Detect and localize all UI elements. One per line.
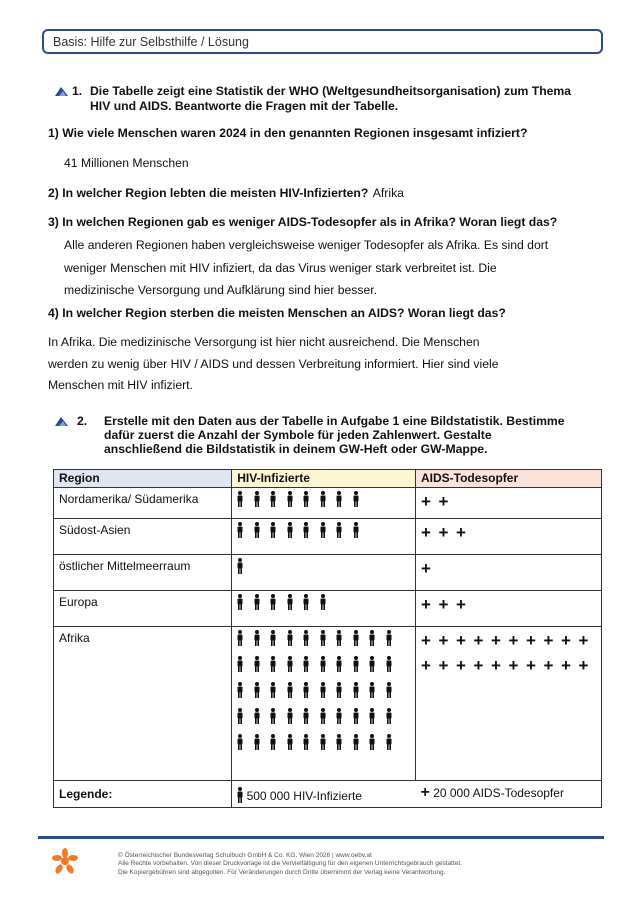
cross-icon: + bbox=[438, 656, 449, 675]
person-icon bbox=[303, 491, 309, 507]
cross-icon: + bbox=[508, 656, 519, 675]
person-icon bbox=[369, 734, 375, 750]
footer-copyright bbox=[118, 852, 462, 877]
cross-icon: + bbox=[456, 656, 466, 675]
person-icon bbox=[237, 491, 243, 507]
region-cell: Südost-Asien bbox=[54, 519, 232, 555]
person-icon bbox=[287, 734, 293, 750]
cross-icon: + bbox=[543, 656, 554, 675]
person-icon bbox=[270, 734, 276, 750]
person-icon bbox=[287, 630, 293, 646]
legend-aids-text: 20 000 AIDS-Todesopfer bbox=[433, 786, 564, 800]
person-icon bbox=[287, 708, 293, 724]
hiv-symbols-cell bbox=[232, 519, 416, 555]
person-icon bbox=[254, 522, 260, 538]
question-1: 1) Wie viele Menschen waren 2024 in den genannten Regionen insgesamt infiziert? bbox=[48, 126, 528, 140]
person-icon bbox=[386, 656, 392, 672]
person-icon bbox=[353, 491, 359, 507]
person-icon bbox=[237, 656, 243, 672]
person-icon bbox=[386, 682, 392, 698]
person-icon bbox=[287, 682, 293, 698]
region-cell: Afrika bbox=[54, 627, 232, 781]
person-icon bbox=[320, 630, 326, 646]
person-icon bbox=[237, 787, 243, 806]
person-icon bbox=[353, 734, 359, 750]
region-cell: Nordamerika/ Südamerika bbox=[54, 488, 232, 519]
table-row bbox=[54, 488, 602, 519]
task2-number: 2. bbox=[77, 414, 88, 428]
cross-icon: + bbox=[421, 631, 431, 650]
person-icon bbox=[287, 522, 293, 538]
cross-icon: + bbox=[456, 523, 466, 542]
answer-4-line1: In Afrika. Die medizinische Versorgung ist hier nicht ausreichend. Die Menschen bbox=[48, 335, 480, 349]
task2-text-line2: dafür zuerst die Anzahl der Symbole für jeden Zahlenwert. Gestalte bbox=[104, 428, 492, 442]
table-row bbox=[54, 591, 602, 627]
person-icon bbox=[254, 630, 260, 646]
person-icon bbox=[353, 708, 359, 724]
person-icon bbox=[270, 708, 276, 724]
person-icon bbox=[320, 594, 326, 610]
header-region: Region bbox=[54, 470, 232, 488]
person-icon bbox=[303, 656, 309, 672]
person-icon bbox=[254, 734, 260, 750]
person-icon bbox=[386, 708, 392, 724]
cross-icon: + bbox=[561, 656, 571, 675]
person-icon bbox=[336, 522, 342, 538]
cross-icon: + bbox=[421, 523, 431, 542]
task1-text-line2: HIV und AIDS. Beantworte die Fragen mit der Tabelle. bbox=[90, 99, 399, 113]
person-icon bbox=[320, 734, 326, 750]
question-2 bbox=[48, 184, 404, 202]
person-icon bbox=[336, 708, 342, 724]
person-icon bbox=[320, 682, 326, 698]
person-icon bbox=[270, 682, 276, 698]
person-icon bbox=[320, 708, 326, 724]
cross-icon: + bbox=[578, 656, 589, 675]
cross-icon: + bbox=[421, 656, 431, 675]
question-4: 4) In welcher Region sterben die meisten Menschen an AIDS? Woran liegt das? bbox=[48, 306, 506, 320]
footer-line1: © Österreichischer Bundesverlag Schulbuch GmbH & Co. KG, Wien 2026 | www.oebv.at bbox=[118, 852, 372, 859]
task1-number: 1. bbox=[72, 84, 83, 98]
cross-icon: + bbox=[491, 631, 501, 650]
person-icon bbox=[237, 558, 243, 574]
region-cell: Europa bbox=[54, 591, 232, 627]
person-icon bbox=[287, 491, 293, 507]
person-icon bbox=[270, 656, 276, 672]
person-icon bbox=[254, 594, 260, 610]
person-icon bbox=[270, 522, 276, 538]
person-icon bbox=[336, 682, 342, 698]
person-icon bbox=[353, 656, 359, 672]
person-icon bbox=[386, 630, 392, 646]
person-icon bbox=[254, 491, 260, 507]
legend-hiv-text: 500 000 HIV-Infizierte bbox=[246, 789, 362, 803]
cross-icon: + bbox=[508, 631, 519, 650]
person-icon bbox=[254, 682, 260, 698]
person-icon bbox=[303, 734, 309, 750]
cross-icon: + bbox=[561, 631, 571, 650]
aids-symbols-cell bbox=[416, 591, 602, 627]
statistics-table bbox=[53, 469, 602, 808]
answer-4-line3: Menschen mit HIV infiziert. bbox=[48, 378, 193, 392]
task2-text-line3: anschließend die Bildstatistik in deinem GW-Heft oder GW-Mappe. bbox=[104, 442, 488, 456]
person-icon bbox=[237, 734, 243, 750]
person-icon bbox=[237, 522, 243, 538]
person-icon bbox=[287, 656, 293, 672]
person-icon bbox=[303, 630, 309, 646]
legend-hiv bbox=[232, 781, 416, 808]
person-icon bbox=[320, 656, 326, 672]
cross-icon: + bbox=[473, 656, 484, 675]
task1-text-line1: Die Tabelle zeigt eine Statistik der WHO (Weltgesundheitsorganisation) zum Thema bbox=[90, 84, 572, 98]
mountain-icon bbox=[55, 86, 68, 96]
person-icon bbox=[336, 630, 342, 646]
aids-symbols-cell bbox=[416, 519, 602, 555]
legend-aids bbox=[416, 781, 602, 808]
aids-symbols-cell bbox=[416, 555, 602, 591]
person-icon bbox=[369, 682, 375, 698]
hiv-symbols-cell bbox=[232, 555, 416, 591]
question-2-text: 2) In welcher Region lebten die meisten HIV-Infizierten? bbox=[48, 186, 369, 200]
person-icon bbox=[237, 594, 243, 610]
person-icon bbox=[369, 708, 375, 724]
region-cell: östlicher Mittelmeerraum bbox=[54, 555, 232, 591]
person-icon bbox=[237, 682, 243, 698]
cross-icon: + bbox=[438, 631, 449, 650]
legend-label: Legende: bbox=[54, 781, 232, 808]
answer-3-line2: weniger Menschen mit HIV infiziert, da das Virus weniger stark verbreitet ist. Die bbox=[64, 261, 497, 275]
person-icon bbox=[270, 491, 276, 507]
person-icon bbox=[320, 522, 326, 538]
cross-icon: + bbox=[421, 559, 431, 578]
footer-line2: Alle Rechte vorbehalten. Von dieser Druckvorlage ist die Vervielfältigung für den eigenen Unterrichtsgebrauch gestattet. bbox=[118, 860, 462, 868]
person-icon bbox=[353, 630, 359, 646]
person-icon bbox=[353, 682, 359, 698]
hiv-symbols-cell bbox=[232, 488, 416, 519]
answer-3-line3: medizinische Versorgung und Aufklärung sind hier besser. bbox=[64, 283, 377, 297]
person-icon bbox=[336, 656, 342, 672]
cross-icon: + bbox=[438, 595, 449, 614]
hiv-symbols-cell bbox=[232, 591, 416, 627]
cross-icon: + bbox=[438, 523, 449, 542]
answer-1: 41 Millionen Menschen bbox=[64, 156, 189, 170]
person-icon bbox=[336, 734, 342, 750]
cross-icon: + bbox=[456, 595, 466, 614]
person-icon bbox=[303, 682, 309, 698]
page-title: Basis: Hilfe zur Selbsthilfe / Lösung bbox=[53, 35, 249, 49]
answer-3-line1: Alle anderen Regionen haben vergleichsweise weniger Todesopfer als Afrika. Es sind dort bbox=[64, 238, 549, 252]
person-icon bbox=[270, 630, 276, 646]
question-3: 3) In welchen Regionen gab es weniger AIDS-Todesopfer als in Afrika? Woran liegt das? bbox=[48, 215, 558, 229]
header-hiv: HIV-Infizierte bbox=[232, 470, 416, 488]
cross-icon: + bbox=[420, 784, 430, 801]
aids-symbols-cell bbox=[416, 488, 602, 519]
cross-icon: + bbox=[473, 631, 484, 650]
task2-text-line1: Erstelle mit den Daten aus der Tabelle in Aufgabe 1 eine Bildstatistik. Bestimme bbox=[104, 414, 565, 428]
person-icon bbox=[237, 708, 243, 724]
person-icon bbox=[320, 491, 326, 507]
hiv-symbols-cell bbox=[232, 627, 416, 781]
cross-icon: + bbox=[456, 631, 466, 650]
person-icon bbox=[237, 630, 243, 646]
footer-divider bbox=[38, 836, 604, 839]
person-icon bbox=[254, 708, 260, 724]
person-icon bbox=[270, 594, 276, 610]
table-row bbox=[54, 555, 602, 591]
cross-icon: + bbox=[543, 631, 554, 650]
person-icon bbox=[303, 594, 309, 610]
person-icon bbox=[369, 656, 375, 672]
person-icon bbox=[353, 522, 359, 538]
person-icon bbox=[303, 522, 309, 538]
table-row bbox=[54, 519, 602, 555]
header-aids: AIDS-Todesopfer bbox=[416, 470, 602, 488]
person-icon bbox=[287, 594, 293, 610]
answer-4-line2: werden zu wenig über HIV / AIDS und dessen Verbreitung informiert. Hier sind viele bbox=[48, 357, 499, 371]
cross-icon: + bbox=[526, 656, 536, 675]
cross-icon: + bbox=[491, 656, 501, 675]
person-icon bbox=[386, 734, 392, 750]
table-row bbox=[54, 627, 602, 781]
cross-icon: + bbox=[421, 595, 431, 614]
cross-icon: + bbox=[578, 631, 589, 650]
publisher-logo-icon bbox=[52, 848, 78, 874]
footer-line3: Die Kopiergebühren sind abgegolten. Für Veränderungen durch Dritte übernimmt der Verlag keine Verantwortung. bbox=[118, 868, 446, 876]
cross-icon: + bbox=[438, 492, 449, 511]
aids-symbols-cell bbox=[416, 627, 602, 781]
mountain-icon bbox=[55, 416, 68, 426]
person-icon bbox=[369, 630, 375, 646]
person-icon bbox=[303, 708, 309, 724]
person-icon bbox=[336, 491, 342, 507]
cross-icon: + bbox=[526, 631, 536, 650]
person-icon bbox=[254, 656, 260, 672]
answer-2: Afrika bbox=[372, 186, 404, 200]
cross-icon: + bbox=[421, 492, 431, 511]
